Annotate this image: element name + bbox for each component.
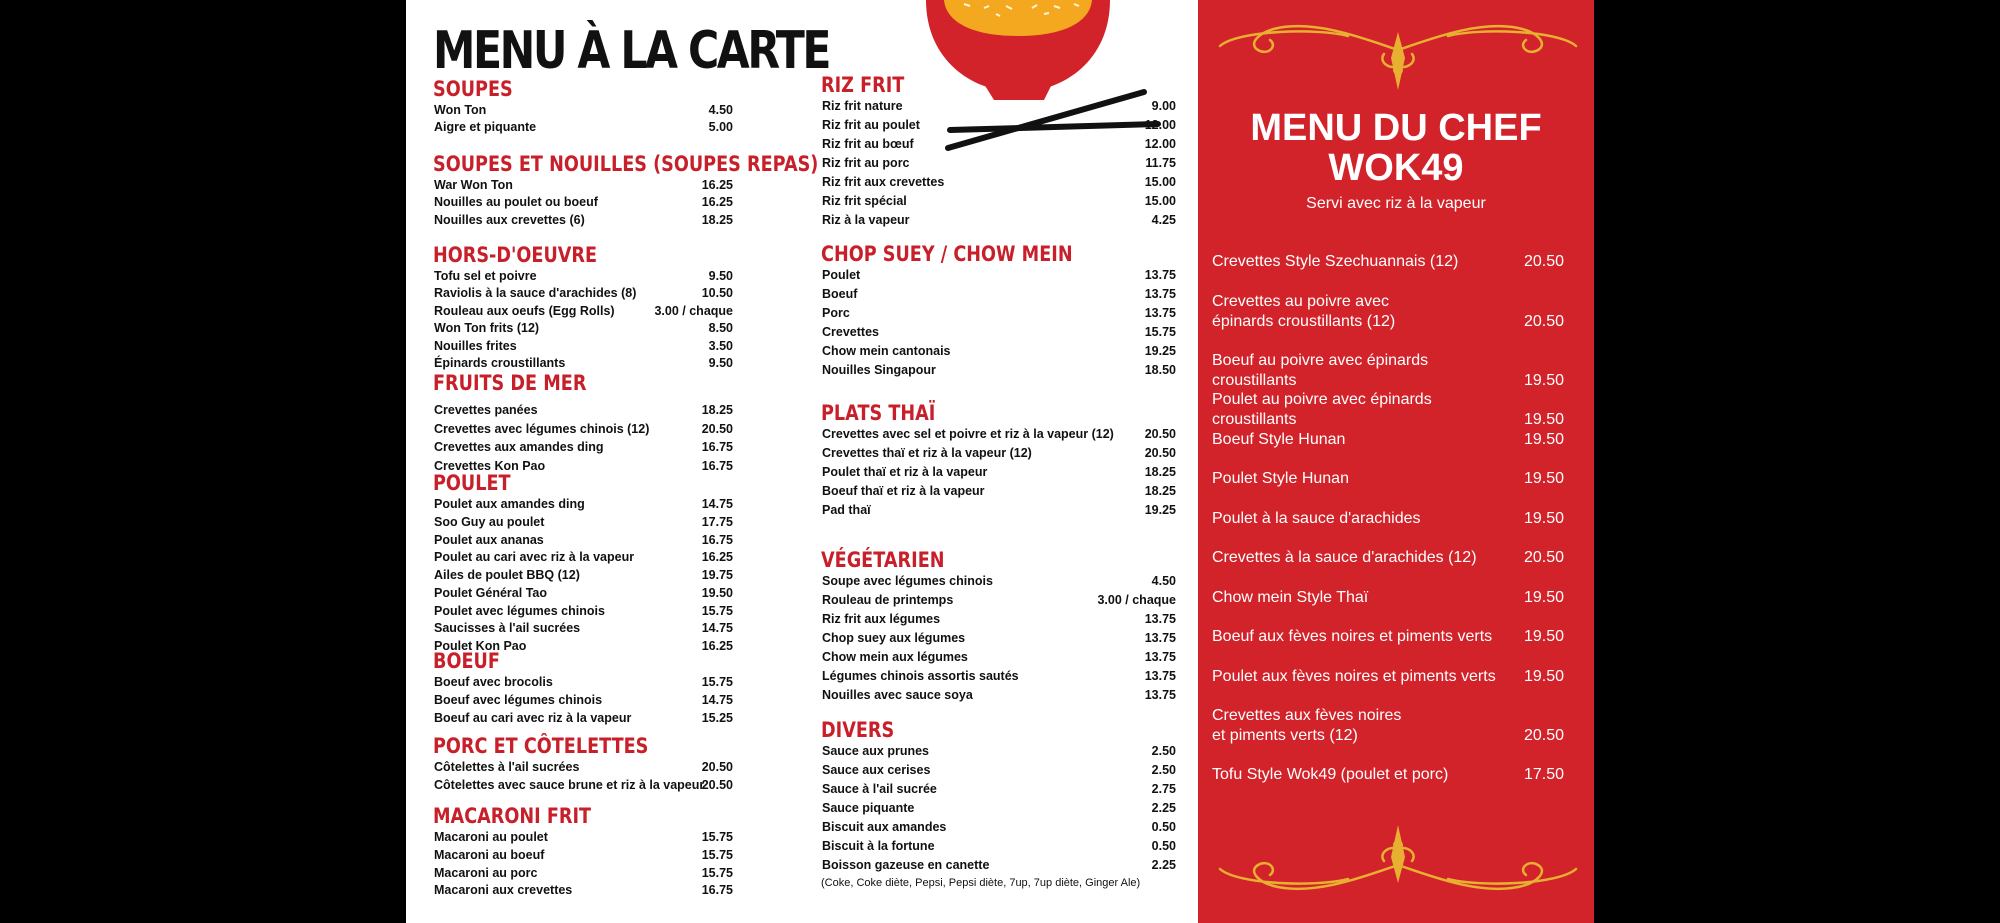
item-price: 13.75 bbox=[1144, 306, 1176, 320]
item-price: 11.75 bbox=[1145, 156, 1176, 170]
item-name: Nouilles frites bbox=[434, 338, 517, 353]
item-price: 2.50 bbox=[1151, 744, 1176, 758]
item-name: Sauce aux prunes bbox=[822, 744, 929, 758]
section-title: SOUPES bbox=[433, 77, 513, 101]
menu-item bbox=[821, 857, 1176, 876]
item-name: Soupe avec légumes chinois bbox=[822, 574, 993, 588]
item-price: 15.75 bbox=[701, 830, 733, 844]
item-price: 19.50 bbox=[1523, 628, 1564, 645]
item-price: 14.75 bbox=[701, 497, 733, 511]
item-price: 20.50 bbox=[1144, 446, 1176, 460]
item-name: Biscuit à la fortune bbox=[822, 839, 935, 853]
menu-item bbox=[821, 649, 1176, 668]
section-poulet bbox=[433, 472, 733, 655]
item-price: 15.75 bbox=[701, 865, 733, 880]
item-price: 3.00 / chaque bbox=[654, 303, 733, 318]
item-price: 13.75 bbox=[1144, 631, 1176, 645]
menu-item bbox=[433, 585, 733, 603]
menu-item bbox=[433, 355, 733, 372]
menu-item bbox=[821, 343, 1176, 362]
menu-item bbox=[433, 514, 733, 532]
item-price: 18.50 bbox=[1144, 363, 1176, 377]
menu-item bbox=[821, 592, 1176, 611]
item-name: Rouleau de printemps bbox=[822, 593, 954, 607]
item-price: 20.50 bbox=[701, 421, 733, 436]
item-name: Poulet aux ananas bbox=[434, 532, 544, 547]
chef-item bbox=[1212, 706, 1564, 746]
menu-item bbox=[821, 98, 1176, 117]
menu-item bbox=[821, 743, 1176, 762]
item-price: 2.50 bbox=[1151, 763, 1176, 777]
item-price: 16.75 bbox=[701, 458, 733, 473]
item-price: 15.00 bbox=[1144, 175, 1176, 189]
menu-item bbox=[821, 117, 1176, 136]
item-price: 18.25 bbox=[1144, 465, 1176, 479]
item-name: Chow mein Style Thaï bbox=[1212, 589, 1369, 606]
menu-item bbox=[821, 630, 1176, 649]
chef-item bbox=[1212, 430, 1564, 450]
chef-title-line1: MENU DU CHEF bbox=[1250, 107, 1542, 149]
menu-item bbox=[433, 882, 733, 900]
item-name: Boeuf avec légumes chinois bbox=[434, 692, 603, 707]
item-price: 20.50 bbox=[1523, 549, 1564, 566]
item-name: Saucisses à l'ail sucrées bbox=[434, 621, 581, 636]
item-price: 3.00 / chaque bbox=[1097, 593, 1176, 607]
item-name: Boisson gazeuse en canette bbox=[822, 858, 990, 872]
item-name: Côtelettes à l'ail sucrées bbox=[434, 760, 580, 774]
item-name: Macaroni au boeuf bbox=[434, 847, 545, 862]
item-name: Boeuf au cari avec riz à la vapeur bbox=[434, 710, 632, 725]
item-name: Crevettes Kon Pao bbox=[434, 458, 546, 473]
menu-item bbox=[433, 285, 733, 302]
item-price: 9.50 bbox=[708, 269, 733, 283]
item-name: Côtelettes avec sauce brune et riz à la vapeur bbox=[434, 777, 705, 792]
item-name: Poulet bbox=[822, 268, 861, 282]
item-price: 20.50 bbox=[1523, 253, 1564, 270]
a-la-carte-menu-sheet bbox=[406, 0, 1198, 923]
item-name: Boeuf Style Hunan bbox=[1212, 431, 1346, 448]
item-name: Riz à la vapeur bbox=[822, 213, 910, 227]
item-name: Boeuf thaï et riz à la vapeur bbox=[822, 484, 985, 498]
item-price: 3.50 bbox=[708, 338, 733, 353]
item-price: 10.50 bbox=[701, 286, 733, 301]
item-name: Poulet Kon Pao bbox=[434, 638, 527, 653]
item-name: Won Ton frits (12) bbox=[434, 321, 540, 336]
item-price: 0.50 bbox=[1151, 839, 1176, 853]
menu-item bbox=[433, 402, 733, 421]
item-price: 17.75 bbox=[701, 514, 733, 529]
item-name: Riz frit aux légumes bbox=[822, 612, 941, 626]
section-divers bbox=[821, 719, 1176, 889]
section-riz-frit bbox=[821, 74, 1176, 231]
item-price: 4.25 bbox=[1151, 213, 1176, 227]
menu-item bbox=[433, 549, 733, 567]
item-price: 5.00 bbox=[708, 120, 733, 135]
item-price: 4.50 bbox=[708, 103, 733, 117]
drinks-footnote: (Coke, Coke diète, Pepsi, Pepsi diète, 7up, 7up diète, Ginger Ale) bbox=[821, 877, 1141, 889]
item-price: 19.25 bbox=[1144, 344, 1176, 358]
menu-item bbox=[433, 177, 733, 194]
menu-item bbox=[433, 303, 733, 320]
chef-item bbox=[1212, 509, 1564, 529]
item-price: 19.50 bbox=[1523, 510, 1564, 527]
item-price: 12.00 bbox=[1144, 118, 1176, 132]
menu-item bbox=[433, 268, 733, 285]
item-price: 4.50 bbox=[1151, 574, 1176, 588]
item-name: Nouilles Singapour bbox=[822, 363, 936, 377]
menu-item bbox=[821, 464, 1176, 483]
section-title: MACARONI FRIT bbox=[433, 804, 592, 828]
menu-item bbox=[821, 502, 1176, 521]
item-name: Riz frit nature bbox=[822, 99, 903, 113]
item-price: 12.00 bbox=[1144, 137, 1176, 151]
item-name: Crevettes thaï et riz à la vapeur (12) bbox=[822, 446, 1032, 460]
item-name: Riz frit aux crevettes bbox=[822, 175, 945, 189]
menu-item bbox=[433, 439, 733, 458]
item-name: Macaroni au poulet bbox=[434, 830, 548, 844]
menu-item bbox=[433, 119, 733, 136]
item-price: 15.75 bbox=[1144, 325, 1176, 339]
menu-item bbox=[821, 762, 1176, 781]
menu-item bbox=[821, 426, 1176, 445]
item-name: Ailes de poulet BBQ (12) bbox=[434, 568, 580, 583]
item-name: Poulet avec légumes chinois bbox=[434, 603, 605, 618]
item-price: 2.75 bbox=[1151, 782, 1176, 796]
item-price: 15.75 bbox=[701, 847, 733, 862]
menu-item bbox=[821, 174, 1176, 193]
item-name: Tofu sel et poivre bbox=[434, 269, 537, 283]
menu-item bbox=[433, 532, 733, 550]
section-title: SOUPES ET NOUILLES (SOUPES REPAS) bbox=[433, 152, 819, 176]
item-price: 16.25 bbox=[701, 550, 733, 565]
menu-item bbox=[433, 865, 733, 883]
item-name: Crevettes aux fèves noires et piments verts (12) bbox=[1212, 707, 1402, 744]
item-price: 13.75 bbox=[1144, 268, 1176, 282]
item-price: 2.25 bbox=[1151, 858, 1176, 872]
section-title: CHOP SUEY / CHOW MEIN bbox=[821, 242, 1073, 266]
section-title: PORC ET CÔTELETTES bbox=[433, 734, 649, 758]
section-porc-et-cotelettes bbox=[433, 735, 733, 795]
item-name: Riz frit au porc bbox=[822, 156, 910, 170]
item-name: Crevettes bbox=[822, 325, 879, 339]
section-hors-d-oeuvre bbox=[433, 244, 733, 372]
item-price: 19.50 bbox=[1523, 411, 1564, 428]
item-name: Riz frit au bœuf bbox=[822, 137, 914, 151]
gold-ornament-top-icon bbox=[1198, 10, 1594, 95]
menu-item bbox=[433, 692, 733, 710]
menu-item bbox=[433, 567, 733, 585]
item-name: Won Ton bbox=[434, 103, 487, 117]
item-name: War Won Ton bbox=[434, 178, 513, 192]
item-price: 9.00 bbox=[1151, 99, 1176, 113]
chef-menu-panel bbox=[1198, 0, 1594, 923]
item-price: 14.75 bbox=[701, 621, 733, 636]
menu-item bbox=[433, 710, 733, 728]
menu-item bbox=[433, 603, 733, 620]
menu-item bbox=[433, 320, 733, 337]
item-price: 17.50 bbox=[1523, 766, 1564, 783]
chef-title-line2: WOK49 bbox=[1328, 147, 1464, 189]
item-price: 16.25 bbox=[701, 195, 733, 210]
section-title: FRUITS DE MER bbox=[433, 371, 587, 395]
item-price: 8.50 bbox=[708, 321, 733, 336]
section-plats-thai bbox=[821, 402, 1176, 521]
menu-item bbox=[821, 362, 1176, 381]
item-price: 16.75 bbox=[701, 883, 733, 898]
item-price: 16.25 bbox=[701, 638, 733, 653]
menu-item bbox=[821, 324, 1176, 343]
item-price: 13.75 bbox=[1144, 650, 1176, 664]
item-name: Chop suey aux légumes bbox=[822, 631, 966, 645]
item-price: 9.50 bbox=[708, 355, 733, 370]
section-title: RIZ FRIT bbox=[821, 73, 905, 97]
item-price: 19.50 bbox=[1523, 470, 1564, 487]
item-price: 18.25 bbox=[701, 212, 733, 227]
item-name: Poulet aux fèves noires et piments verts bbox=[1212, 668, 1496, 685]
menu-item bbox=[821, 155, 1176, 174]
item-name: Nouilles avec sauce soya bbox=[822, 688, 973, 702]
item-price: 13.75 bbox=[1144, 287, 1176, 301]
item-name: Chow mein aux légumes bbox=[822, 650, 968, 664]
chef-item bbox=[1212, 667, 1564, 687]
section-soupes bbox=[433, 78, 733, 137]
menu-item bbox=[821, 136, 1176, 155]
menu-item bbox=[821, 687, 1176, 706]
menu-item bbox=[821, 193, 1176, 212]
menu-item bbox=[821, 668, 1176, 687]
section-title: PLATS THAÏ bbox=[821, 401, 936, 425]
menu-item bbox=[433, 102, 733, 119]
menu-item bbox=[433, 194, 733, 211]
menu-item bbox=[821, 573, 1176, 592]
item-price: 15.75 bbox=[701, 603, 733, 618]
item-name: Boeuf aux fèves noires et piments verts bbox=[1212, 628, 1493, 645]
item-name: Poulet au poivre avec épinards croustillants bbox=[1212, 391, 1432, 428]
section-title: VÉGÉTARIEN bbox=[821, 548, 945, 572]
item-price: 13.75 bbox=[1144, 688, 1176, 702]
item-name: Tofu Style Wok49 (poulet et porc) bbox=[1212, 766, 1449, 783]
item-price: 13.75 bbox=[1144, 669, 1176, 683]
item-price: 20.50 bbox=[1144, 427, 1176, 441]
item-name: Poulet à la sauce d'arachides bbox=[1212, 510, 1421, 527]
menu-item bbox=[821, 267, 1176, 286]
item-name: Boeuf au poivre avec épinards croustillants bbox=[1212, 352, 1429, 389]
item-price: 18.25 bbox=[1144, 484, 1176, 498]
chef-item bbox=[1212, 469, 1564, 489]
item-price: 16.25 bbox=[701, 178, 733, 192]
chef-item bbox=[1212, 390, 1564, 430]
chef-menu-subtitle: Servi avec riz à la vapeur bbox=[1306, 195, 1486, 212]
chef-item bbox=[1212, 627, 1564, 647]
item-name: Porc bbox=[822, 306, 850, 320]
section-title: POULET bbox=[433, 471, 511, 495]
item-price: 19.25 bbox=[1144, 503, 1176, 517]
section-boeuf bbox=[433, 650, 733, 727]
menu-item bbox=[821, 819, 1176, 838]
item-price: 20.50 bbox=[1523, 727, 1564, 744]
item-price: 16.75 bbox=[701, 532, 733, 547]
item-name: Nouilles aux crevettes (6) bbox=[434, 212, 585, 227]
item-name: Riz frit au poulet bbox=[822, 118, 920, 132]
menu-title: MENU À LA CARTE bbox=[433, 21, 830, 81]
menu-item bbox=[821, 800, 1176, 819]
menu-item bbox=[821, 781, 1176, 800]
chef-item bbox=[1212, 252, 1564, 272]
item-name: Pad thaï bbox=[822, 503, 871, 517]
item-price: 15.25 bbox=[701, 710, 733, 725]
item-price: 16.75 bbox=[701, 440, 733, 455]
section-title: HORS-D'OEUVRE bbox=[433, 243, 598, 267]
item-name: Soo Guy au poulet bbox=[434, 514, 545, 529]
menu-item bbox=[821, 483, 1176, 502]
item-name: Sauce à l'ail sucrée bbox=[822, 782, 937, 796]
item-price: 13.75 bbox=[1144, 612, 1176, 626]
item-name: Chow mein cantonais bbox=[822, 344, 951, 358]
menu-item bbox=[821, 611, 1176, 630]
item-name: Poulet Style Hunan bbox=[1212, 470, 1349, 487]
item-name: Poulet thaï et riz à la vapeur bbox=[822, 465, 988, 479]
item-name: Riz frit spécial bbox=[822, 194, 907, 208]
item-price: 0.50 bbox=[1151, 820, 1176, 834]
item-name: Boeuf bbox=[822, 287, 858, 301]
menu-item bbox=[821, 286, 1176, 305]
item-price: 15.00 bbox=[1144, 194, 1176, 208]
section-vegetarien bbox=[821, 549, 1176, 706]
item-price: 20.50 bbox=[701, 760, 733, 774]
item-name: Nouilles au poulet ou boeuf bbox=[434, 195, 598, 210]
item-name: Crevettes panées bbox=[434, 403, 538, 417]
item-price: 15.75 bbox=[701, 675, 733, 689]
item-price: 2.25 bbox=[1151, 801, 1176, 815]
section-soupes-et-nouilles bbox=[433, 152, 819, 229]
item-name: Macaroni aux crevettes bbox=[434, 883, 573, 898]
item-price: 20.50 bbox=[1523, 313, 1564, 330]
item-price: 19.50 bbox=[1523, 372, 1564, 389]
section-macaroni-frit bbox=[433, 805, 733, 900]
item-name: Crevettes Style Szechuannais (12) bbox=[1212, 253, 1459, 270]
chef-menu-title bbox=[1198, 108, 1594, 188]
menu-item bbox=[433, 674, 733, 692]
menu-item bbox=[821, 305, 1176, 324]
item-name: Sauce aux cerises bbox=[822, 763, 931, 777]
item-name: Macaroni au porc bbox=[434, 865, 538, 880]
section-title: DIVERS bbox=[821, 718, 895, 742]
item-name: Poulet Général Tao bbox=[434, 585, 547, 600]
menu-item bbox=[433, 421, 733, 440]
item-price: 19.75 bbox=[701, 568, 733, 583]
chef-item bbox=[1212, 548, 1564, 568]
item-price: 18.25 bbox=[701, 403, 733, 417]
menu-item bbox=[433, 496, 733, 514]
menu-item bbox=[821, 838, 1176, 857]
gold-ornament-bottom-icon bbox=[1198, 820, 1594, 905]
item-name: Crevettes avec légumes chinois (12) bbox=[434, 421, 650, 436]
item-name: Légumes chinois assortis sautés bbox=[822, 669, 1019, 683]
menu-item bbox=[821, 212, 1176, 231]
menu-item bbox=[433, 212, 733, 229]
item-name: Sauce piquante bbox=[822, 801, 915, 815]
item-name: Crevettes avec sel et poivre et riz à la vapeur (12) bbox=[822, 427, 1114, 441]
chef-item bbox=[1212, 351, 1564, 391]
menu-item bbox=[433, 620, 733, 637]
section-title: BOEUF bbox=[433, 649, 500, 673]
menu-item bbox=[433, 829, 733, 847]
item-name: Aigre et piquante bbox=[434, 120, 537, 135]
item-name: Raviolis à la sauce d'arachides (8) bbox=[434, 286, 637, 301]
item-name: Crevettes à la sauce d'arachides (12) bbox=[1212, 549, 1477, 566]
menu-item bbox=[433, 759, 733, 777]
menu-item bbox=[821, 445, 1176, 464]
item-price: 19.50 bbox=[701, 585, 733, 600]
item-name: Rouleau aux oeufs (Egg Rolls) bbox=[434, 303, 615, 318]
item-price: 14.75 bbox=[701, 692, 733, 707]
item-price: 19.50 bbox=[1523, 668, 1564, 685]
chef-item bbox=[1212, 765, 1564, 785]
menu-item bbox=[433, 338, 733, 355]
chef-item bbox=[1212, 292, 1564, 332]
menu-item bbox=[433, 847, 733, 865]
section-fruits-de-mer bbox=[433, 372, 733, 476]
chef-item bbox=[1212, 588, 1564, 608]
item-price: 20.50 bbox=[701, 777, 733, 792]
item-name: Crevettes au poivre avec épinards croustillants (12) bbox=[1212, 293, 1396, 330]
item-price: 19.50 bbox=[1523, 431, 1564, 448]
menu-item bbox=[433, 777, 733, 795]
item-name: Boeuf avec brocolis bbox=[434, 675, 553, 689]
section-chop-suey-chow-mein bbox=[821, 243, 1176, 381]
item-price: 19.50 bbox=[1523, 589, 1564, 606]
item-name: Poulet aux amandes ding bbox=[434, 497, 585, 511]
item-name: Poulet au cari avec riz à la vapeur bbox=[434, 550, 635, 565]
item-name: Biscuit aux amandes bbox=[822, 820, 947, 834]
item-name: Épinards croustillants bbox=[434, 355, 566, 370]
item-name: Crevettes aux amandes ding bbox=[434, 440, 604, 455]
